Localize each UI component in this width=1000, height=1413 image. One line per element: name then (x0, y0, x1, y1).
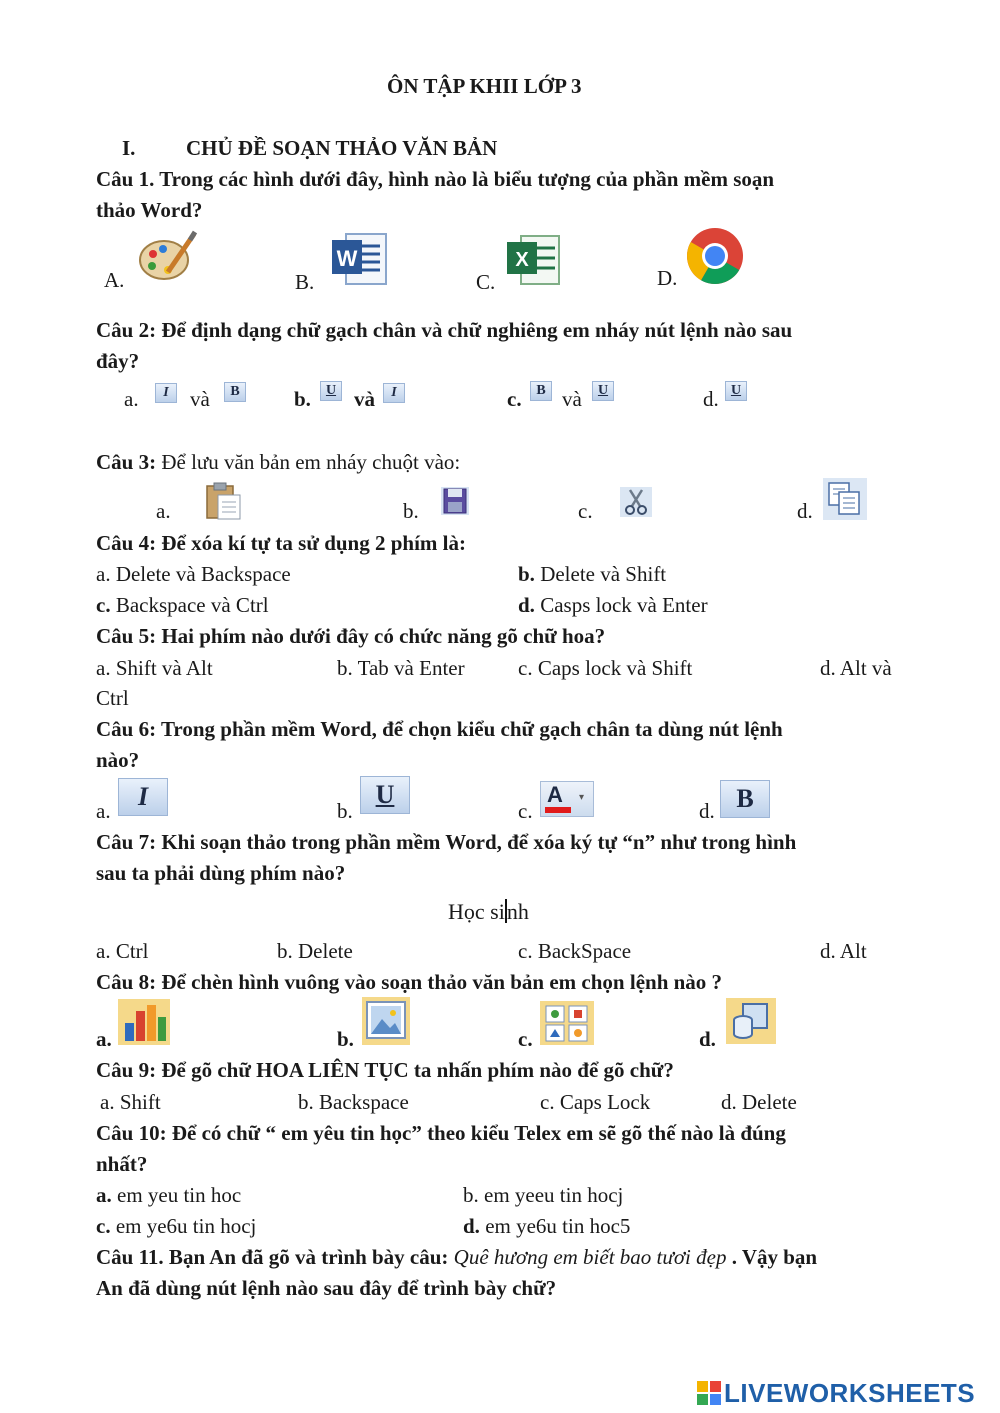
q5-option-d-cont: Ctrl (96, 686, 129, 710)
q7-question-cont: sau ta phải dùng phím nào? (96, 861, 346, 885)
underline-button[interactable]: U (725, 381, 747, 401)
q9-question: Câu 9: Để gõ chữ HOA LIÊN TỤC ta nhấn phím nào để gõ chữ? (96, 1058, 674, 1082)
q2-option-c[interactable]: c. (507, 387, 522, 411)
q1-option-c[interactable]: C. (476, 270, 496, 294)
q10-option-c[interactable]: c. em ye6u tin hocj (96, 1214, 257, 1238)
liveworksheets-brand[interactable]: LIVEWORKSHEETS (724, 1378, 976, 1408)
q9-option-b[interactable]: b. Backspace (298, 1090, 409, 1114)
underline-button[interactable]: U (360, 776, 410, 814)
q10-question: Câu 10: Để có chữ “ em yêu tin học” theo kiểu Telex em sẽ gõ thế nào là đúng (96, 1121, 786, 1145)
paste-clipboard-icon[interactable] (204, 481, 242, 521)
q11-question: Câu 11. Bạn An đã gõ và trình bày câu: Quê hương em biết bao tươi đẹp . Vậy bạn (96, 1245, 818, 1269)
q1-option-d[interactable]: D. (657, 266, 678, 290)
q6-option-a[interactable]: a. (96, 799, 111, 823)
chart-icon[interactable] (118, 999, 170, 1045)
q3-option-b[interactable]: b. (403, 499, 419, 523)
q9-option-c[interactable]: c. Caps Lock (540, 1090, 651, 1114)
underline-button[interactable]: U (592, 381, 614, 401)
font-color-bar (545, 807, 571, 813)
q4-option-b[interactable]: b. Delete và Shift (518, 562, 667, 586)
q7-option-b[interactable]: b. Delete (277, 939, 353, 963)
dropdown-arrow-icon: ▾ (579, 792, 585, 803)
q8-question: Câu 8: Để chèn hình vuông vào soạn thảo văn bản em chọn lệnh nào ? (96, 970, 723, 994)
q4-option-c[interactable]: c. Backspace và Ctrl (96, 593, 269, 617)
font-color-letter: A (547, 782, 563, 807)
q9-option-d[interactable]: d. Delete (721, 1090, 797, 1114)
q3-question: Câu 3: Để lưu văn bản em nháy chuột vào: (96, 450, 461, 474)
q8-option-c[interactable]: c. (518, 1027, 533, 1051)
q1-option-b[interactable]: B. (295, 270, 315, 294)
italic-button[interactable]: I (118, 778, 168, 816)
q3-option-c[interactable]: c. (578, 499, 593, 523)
q5-question: Câu 5: Hai phím nào dưới đây có chức năng gõ chữ hoa? (96, 624, 606, 648)
q1-question: Câu 1. Trong các hình dưới đây, hình nào là biểu tượng của phần mềm soạn (96, 167, 775, 191)
q1-option-a[interactable]: A. (104, 268, 125, 292)
q4-question: Câu 4: Để xóa kí tự ta sử dụng 2 phím là: (96, 531, 467, 555)
q6-option-b[interactable]: b. (337, 799, 353, 823)
copy-icon[interactable] (823, 478, 867, 520)
q9-option-a[interactable]: a. Shift (100, 1090, 161, 1114)
word-icon[interactable] (330, 230, 390, 290)
q2-option-b[interactable]: b. (294, 387, 311, 411)
q5-option-d[interactable]: d. Alt và (820, 656, 892, 680)
q4-option-a[interactable]: a. Delete và Backspace (96, 562, 291, 586)
excel-icon[interactable] (505, 232, 563, 288)
q6-question: Câu 6: Trong phần mềm Word, để chọn kiểu chữ gạch chân ta dùng nút lệnh (96, 717, 783, 741)
cut-scissors-icon[interactable] (620, 487, 652, 517)
q1-question-cont: thảo Word? (96, 198, 203, 222)
liveworksheets-logo-icon (697, 1381, 721, 1405)
q2-and-c: và (562, 387, 582, 411)
svg-text:W: W (336, 246, 358, 271)
q2-and-b: và (354, 387, 375, 411)
q7-option-c[interactable]: c. BackSpace (518, 939, 632, 963)
q7-option-d[interactable]: d. Alt (820, 939, 867, 963)
page-title: ÔN TẬP KHII LỚP 3 (387, 74, 582, 98)
italic-button[interactable]: I (155, 383, 177, 403)
q2-question-cont: đây? (96, 349, 140, 373)
section-number: I. (122, 136, 136, 160)
shapes-icon[interactable] (726, 998, 776, 1044)
q5-option-a[interactable]: a. Shift và Alt (96, 656, 213, 680)
q10-option-a[interactable]: a. em yeu tin hoc (96, 1183, 242, 1207)
q10-question-cont: nhất? (96, 1152, 148, 1176)
svg-text:X: X (515, 249, 529, 271)
q7-option-a[interactable]: a. Ctrl (96, 939, 149, 963)
q5-option-b[interactable]: b. Tab và Enter (337, 656, 465, 680)
paint-icon[interactable] (138, 228, 198, 284)
q8-option-a[interactable]: a. (96, 1027, 112, 1051)
italic-button[interactable]: I (383, 383, 405, 403)
save-floppy-icon[interactable] (440, 486, 470, 516)
q4-option-d[interactable]: d. Casps lock và Enter (518, 593, 708, 617)
q3-option-a[interactable]: a. (156, 499, 171, 523)
q2-question: Câu 2: Để định dạng chữ gạch chân và chữ nghiêng em nháy nút lệnh nào sau (96, 318, 793, 342)
q6-option-d[interactable]: d. (699, 799, 715, 823)
section-heading: CHỦ ĐỀ SOẠN THẢO VĂN BẢN (186, 136, 498, 160)
q2-and-a: và (190, 387, 210, 411)
q6-question-cont: nào? (96, 748, 140, 772)
bold-button[interactable]: B (720, 780, 770, 818)
bold-button[interactable]: B (224, 382, 246, 402)
bold-button[interactable]: B (530, 381, 552, 401)
q6-option-c[interactable]: c. (518, 799, 533, 823)
font-color-button[interactable] (540, 781, 594, 817)
q7-question: Câu 7: Khi soạn thảo trong phần mềm Word, để xóa ký tự “n” như trong hình (96, 830, 797, 854)
q2-option-d[interactable]: d. (703, 387, 719, 411)
clip-art-icon[interactable] (540, 1001, 594, 1045)
q2-option-a[interactable]: a. (124, 387, 139, 411)
q11-question-cont: An đã dùng nút lệnh nào sau đây để trình bày chữ? (96, 1276, 557, 1300)
q8-option-d[interactable]: d. (699, 1027, 716, 1051)
chrome-icon[interactable] (685, 226, 745, 286)
q10-option-b[interactable]: b. em yeeu tin hocj (463, 1183, 624, 1207)
q3-option-d[interactable]: d. (797, 499, 813, 523)
q7-sample-text: Học sinh (448, 899, 529, 924)
picture-icon[interactable] (362, 997, 410, 1045)
q10-option-d[interactable]: d. em ye6u tin hoc5 (463, 1214, 631, 1238)
q5-option-c[interactable]: c. Caps lock và Shift (518, 656, 693, 680)
q8-option-b[interactable]: b. (337, 1027, 354, 1051)
underline-button[interactable]: U (320, 381, 342, 401)
